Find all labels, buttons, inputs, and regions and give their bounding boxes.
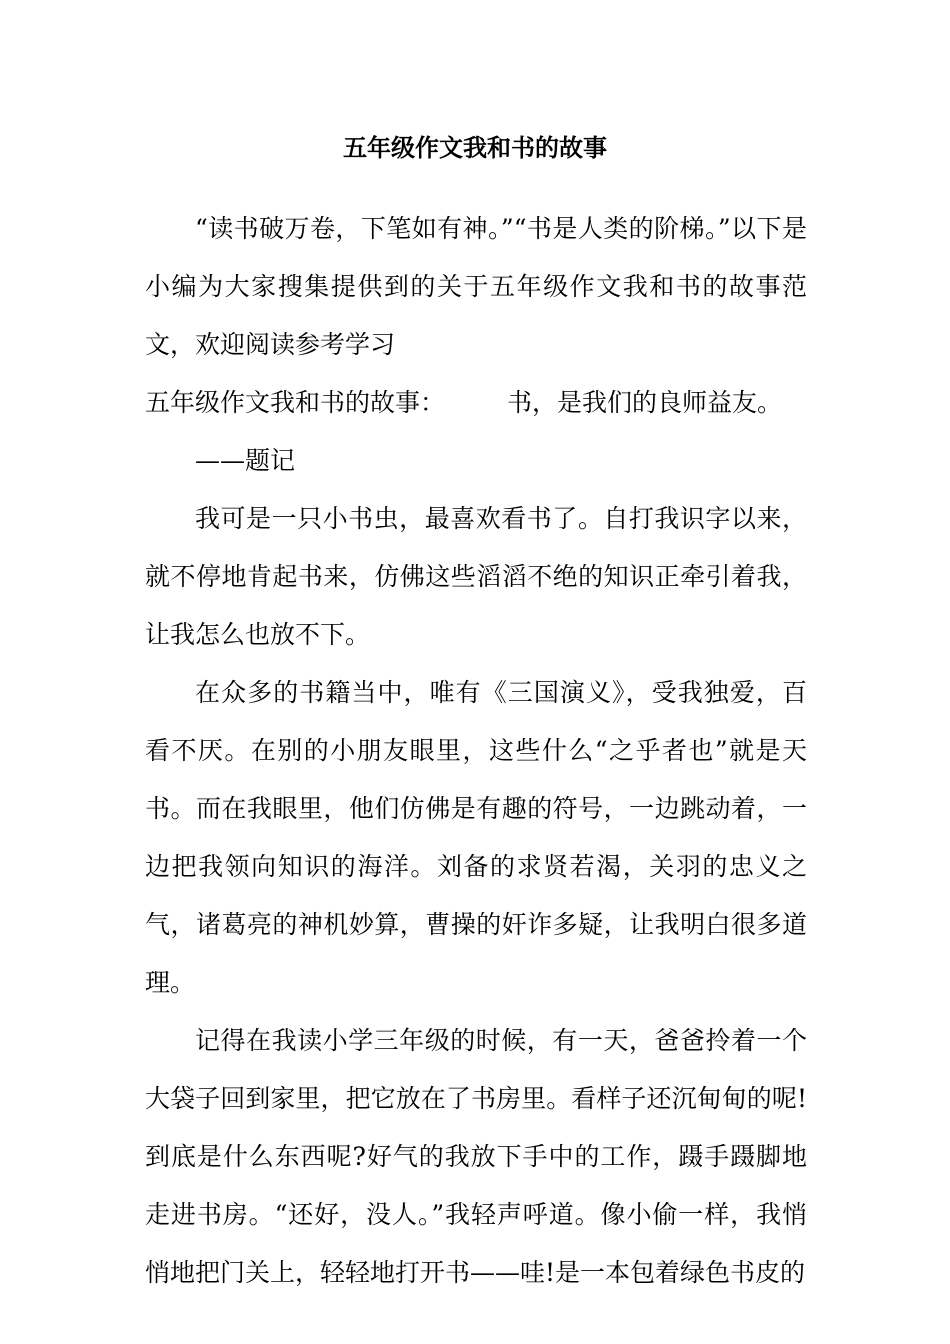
document-title: 五年级作文我和书的故事: [343, 133, 607, 162]
heading-text: 书，是我们的良师益友。: [507, 388, 783, 417]
document-body: [145, 200, 807, 1302]
heading-label: 五年级作文我和书的故事：: [145, 388, 446, 417]
body-paragraph-2: 在众多的书籍当中，唯有《三国演义》，受我独爱，百看不厌。在别的小朋友眼里，这些什么“之乎者也”就是天书。而在我眼里，他们仿佛是有趣的符号，一边跳动着，一边把我领向知识的海洋。刘备的求贤若渴，关羽的忠义之气，诸葛亮的神机妙算，曹操的奸诈多疑，让我明白很多道理。: [145, 678, 807, 997]
body-paragraph-3: 记得在我读小学三年级的时候，有一天，爸爸拎着一个大袋子回到家里，把它放在了书房里。看样子还沉甸甸的呢!到底是什么东西呢?好气的我放下手中的工作，蹑手蹑脚地走进书房。“还好，没人。”我轻声呼道。像小偷一样，我悄悄地把门关上，轻轻地打开书——哇!是一本包着绿色书皮的: [145, 1026, 807, 1287]
intro-paragraph: “读书破万卷，下笔如有神。”“书是人类的阶梯。”以下是小编为大家搜集提供到的关于五年级作文我和书的故事范文，欢迎阅读参考学习: [145, 214, 807, 359]
epigraph: ——题记: [195, 446, 296, 475]
body-paragraph-1: 我可是一只小书虫，最喜欢看书了。自打我识字以来，就不停地肯起书来，仿佛这些滔滔不绝的知识正牵引着我，让我怎么也放不下。: [145, 504, 807, 649]
heading-line: [145, 374, 807, 432]
